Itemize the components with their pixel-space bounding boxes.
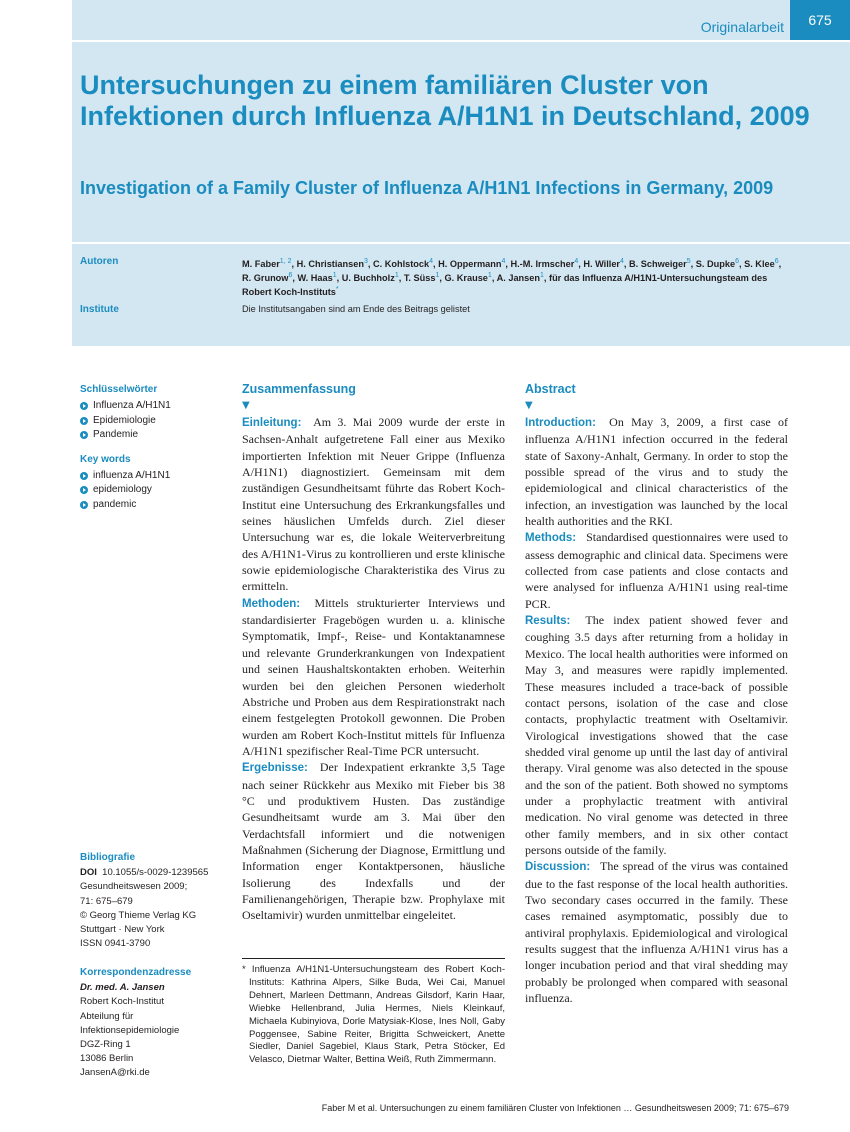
author-separator: , [543,273,550,284]
bullet-arrow-icon [80,417,88,425]
paragraph-lead: Discussion: [525,861,591,874]
abstract-column [525,380,788,1006]
author-separator: , [336,273,342,284]
correspondence-block [80,966,240,1081]
author-affiliation: 4 [501,258,506,265]
section-label: Originalarbeit [700,19,784,35]
keyword-label: Influenza A/H1N1 [93,400,171,411]
paragraph-lead: Methods: [525,532,577,545]
author-separator: , [505,259,511,270]
bullet-arrow-icon [80,501,88,509]
author-affiliation: 1 [435,272,440,280]
bibliography-line: Gesundheitswesen 2009; [80,881,188,893]
author-name: H.-M. Irmscher [510,259,575,270]
article-header [72,0,850,346]
doi-value: 10.1055/s-0029-1239565 [102,867,209,879]
keywords-de-heading: Schlüsselwörter [80,384,158,395]
author-separator: , [578,259,584,270]
author-affiliation: 4 [429,258,434,265]
author-affiliation: 6 [774,258,779,265]
header-divider [72,40,850,42]
author-affiliation: 5 [686,258,691,265]
page-number: 675 [790,0,850,40]
author-name: T. Süss [403,273,436,284]
paragraph-text: Standardised questionnaires were used to assess demographic and clinical data. Specimens were collected from case patients and close contacts and were analysed for influenza A/H1N1 using real-time PCR. [525,530,789,611]
paragraph-lead: Results: [525,615,571,628]
author-group-mark: * [335,286,339,294]
keyword-label: Epidemiologie [93,414,156,426]
author-name: S. Dupke [695,259,736,270]
author-name: H. Oppermann [438,259,502,270]
author-separator: , [292,273,298,284]
bullet-arrow-icon [80,431,88,439]
doi-label: DOI [80,867,97,879]
correspondence-line: DGZ-Ring 1 [80,1039,131,1051]
author-separator: , [738,259,745,270]
zusammenfassung-body [242,414,505,924]
institutes-note: Die Institutsangaben sind am Ende des Beitrags gelistet [242,304,470,314]
keyword-sidebar [80,384,230,512]
author-name: M. Faber [242,259,280,270]
title-german: Untersuchungen zu einem familiären Cluster von Infektionen durch Influenza A/H1N1 in Deutschland, 2009 [80,70,810,131]
author-name: S. Klee [744,259,775,270]
author-separator: , [291,259,297,270]
author-affiliation: 3 [363,258,368,265]
correspondence-lines [80,995,240,1080]
doi-line [80,866,240,880]
bibliography-line: 71: 675–679 [80,895,133,907]
keywords-de-list [80,399,230,443]
footnote: * Influenza A/H1N1-Untersuchungsteam des Robert Koch-Instituts: Kathrina Alpers, Silke Buda, Wei Cai, Manuel Dehnert, Marleen Dettmann, Andreas Gilsdorf, Karin Haar, Wiebke Hellenbrand, Julia Hermes, Niels Kleinkauf, Michaela Kubinyiova, Dorle Matysiak-Klose, Ines Noll, Gaby Poggensee, Sabine Reiter, Brigitta Schweickert, Anette Siedler, Daniel Sagebiel, Klaus Stark, Petra Stöcker, Ed Velasco, Dietmar Walter, Bettina Weiß, Ruth Zimmermann. [242,964,505,1066]
correspondence-line: Abteilung für [80,1010,134,1022]
author-affiliation: 1 [394,272,399,280]
keyword-label: influenza A/H1N1 [93,469,171,481]
correspondence-line: 13086 Berlin [80,1053,134,1065]
section-paragraph [242,414,505,595]
keyword-label: Pandemie [93,429,139,440]
author-affiliation: 6 [735,258,739,265]
correspondence-line: Robert Koch-Institut [80,996,164,1008]
author-name: U. Buchholz [341,273,395,284]
title-english: Investigation of a Family Cluster of Influenza A/H1N1 Infections in Germany, 2009 [80,178,774,198]
bibliography-lines [80,880,240,951]
keyword-label: epidemiology [93,484,152,495]
paragraph-lead: Einleitung: [242,417,302,429]
abstract-heading: Abstract [525,382,576,396]
author-separator: , [778,259,782,270]
author-list [242,256,782,298]
author-name: C. Kohlstock [372,259,430,270]
author-name: B. Schweiger [629,259,687,270]
section-paragraph [525,612,788,858]
author-separator: , [367,259,373,270]
correspondence-heading: Korrespondenzadresse [80,967,192,978]
author-separator: , [398,273,404,284]
bibliography-line: ISSN 0941-3790 [80,938,151,950]
keyword-item [80,399,230,414]
keywords-en-heading: Key words [80,453,131,465]
author-affiliation: 1 [332,272,337,280]
section-paragraph [525,858,788,1006]
keyword-item [80,469,230,484]
paragraph-text: Am 3. Mai 2009 wurde der erste in Sachsen-Anhalt aufgetretene Fall einer aus Mexiko importierten Infektion mit Neuer Grippe (Influenza A/H1N1) diagnostiziert. Gemeinsam mit dem zuständigen Gesundheitsamt führte das Robert Koch-Institut eine Untersuchung des Erkrankungsfalles und seines häuslichen Umfelds durch. Ziel dieser Untersuchung war es, die lokale Weiterverbreitung des A/H1N1-Virus zu kontrollieren und erste klinische sowie epidemiologische Charakteristika des Virus zu ermitteln. [242,415,505,594]
page-footer: Faber M et al. Untersuchungen zu einem familiären Cluster von Infektionen … Gesundheitswesen 2009; 71: 675–679 [321,1103,789,1113]
author-affiliation: 4 [620,258,624,265]
author-affiliation: 4 [574,258,579,265]
correspondence-line: Infektionsepidemiologie [80,1024,180,1036]
section-paragraph [525,529,788,612]
bibliography-line: © Georg Thieme Verlag KG [80,909,197,921]
author-name: H. Willer [583,259,621,270]
authors-label: Autoren [80,256,119,267]
triangle-down-icon: ▼ [242,400,250,411]
paragraph-text: The index patient showed fever and coughing 3.5 days after returning from a holiday in Mexico. The local health authorities were informed on May 3, and measures were rapidly implemented. These measures included a trace-back of possible contact persons, isolation of the case and close contacts, prophylactic treatment with Oseltamivir. Virological investigations showed that the case shedded viral genome up until the last day of antiviral therapy. Viral genome was also detected in the spouse and the son of the patient. Both showed no symptoms under a prophylactic treatment with antiviral medication. No viral genome was detected in three other family members, and in six other contact persons outside of the family. [525,613,788,857]
keyword-item [80,498,230,513]
keyword-item [80,414,230,429]
section-paragraph [525,414,788,529]
keyword-item [80,483,230,498]
section-paragraph [242,759,505,923]
author-name: G. Krause [444,273,488,284]
bullet-arrow-icon [80,402,88,410]
author-affiliation: 6 [288,272,293,280]
paragraph-lead: Ergebnisse: [242,762,308,775]
keyword-label: pandemic [93,498,137,510]
paragraph-text: Mittels strukturierter Interviews und standardisierter Fragebögen wurden u. a. klinische Symptomatik, Impf-, Reise- und Kontaktanamnese und relevante Grunderkrankungen von Indexpatient und seinen Haushaltskontakten erhoben. Weiterhin wurden bei den gleichen Personen wiederholt Abstriche und Proben aus dem Respirationstrakt nach einem festgelegten Protokoll gewonnen. Die Proben wurden am Robert Koch-Institut mittels für Influenza A/H1N1 spezifischer Real-Time PCR untersucht. [242,595,505,758]
bullet-arrow-icon [80,486,88,494]
keywords-en-list [80,469,230,513]
bibliography-line: Stuttgart · New York [80,924,165,936]
triangle-down-icon: ▼ [525,400,533,411]
author-affiliation: 1, 2 [279,258,292,265]
bibliography-block [80,851,240,951]
author-name: W. Haas [297,273,333,284]
paragraph-lead: Methoden: [242,597,301,610]
author-separator: , [690,259,696,270]
author-name: H. Christiansen [296,259,364,270]
institutes-label: Institute [80,304,119,315]
author-affiliation: 1 [540,272,544,280]
author-separator: , [491,273,497,284]
paragraph-lead: Introduction: [525,417,596,429]
section-paragraph [242,595,505,759]
author-separator: , [439,273,445,284]
author-name: R. Grunow [242,273,289,284]
footnote-rule [242,958,505,959]
paragraph-text: The spread of the virus was contained due to the fast response of the local health authorities. Two secondary cases occurred in the family. These cases remained asymptomatic, possibly due to antiviral prophylaxis. Epidemiological and virological results suggest that the influenza A/H1N1 virus has a longer incubation period and that viral shedding may probably be prolonged when compared with seasonal influenza. [525,859,788,1006]
paragraph-text: On May 3, 2009, a first case of influenza A/H1N1 infection occurred in the federal state of Saxony-Anhalt, Germany. In order to stop the possible spread of the virus and to study the epidemiological and clinical characteristics of the infection, an investigation was launched by the local health authorities and the RKI. [525,415,788,529]
correspondence-name: Dr. med. A. Jansen [80,982,165,994]
bibliography-heading: Bibliografie [80,852,136,863]
abstract-body [525,414,788,1006]
zusammenfassung-column [242,380,505,924]
paragraph-text: Der Indexpatient erkrankte 3,5 Tage nach seiner Rückkehr aus Mexiko mit Fieber bis 38 °C und produktivem Husten. Das zuständige Gesundheitsamt wurde am 3. Mai über den Verdachtsfall informiert und die notwenigen Maßnahmen (Sicherung der Diagnose, Ermittlung und Information enger Kontaktpersonen, häusliche Isolierung des Indexfalls und der Familienangehörigen, Therapie bzw. Prophylaxe mit Oseltamivir) wurden unmittelbar eingeleitet. [242,760,506,923]
author-separator: , [623,259,630,270]
author-affiliation: 1 [487,272,492,280]
correspondence-line: JansenA@rki.de [80,1067,150,1079]
author-group: für das Influenza A/H1N1-Untersuchungsteam des Robert Koch-Instituts [242,273,768,298]
bullet-arrow-icon [80,472,88,480]
keyword-item [80,428,230,443]
header-divider [72,242,850,244]
zusammenfassung-heading: Zusammenfassung [242,382,356,396]
author-name: A. Jansen [496,273,540,284]
author-separator: , [433,259,439,270]
